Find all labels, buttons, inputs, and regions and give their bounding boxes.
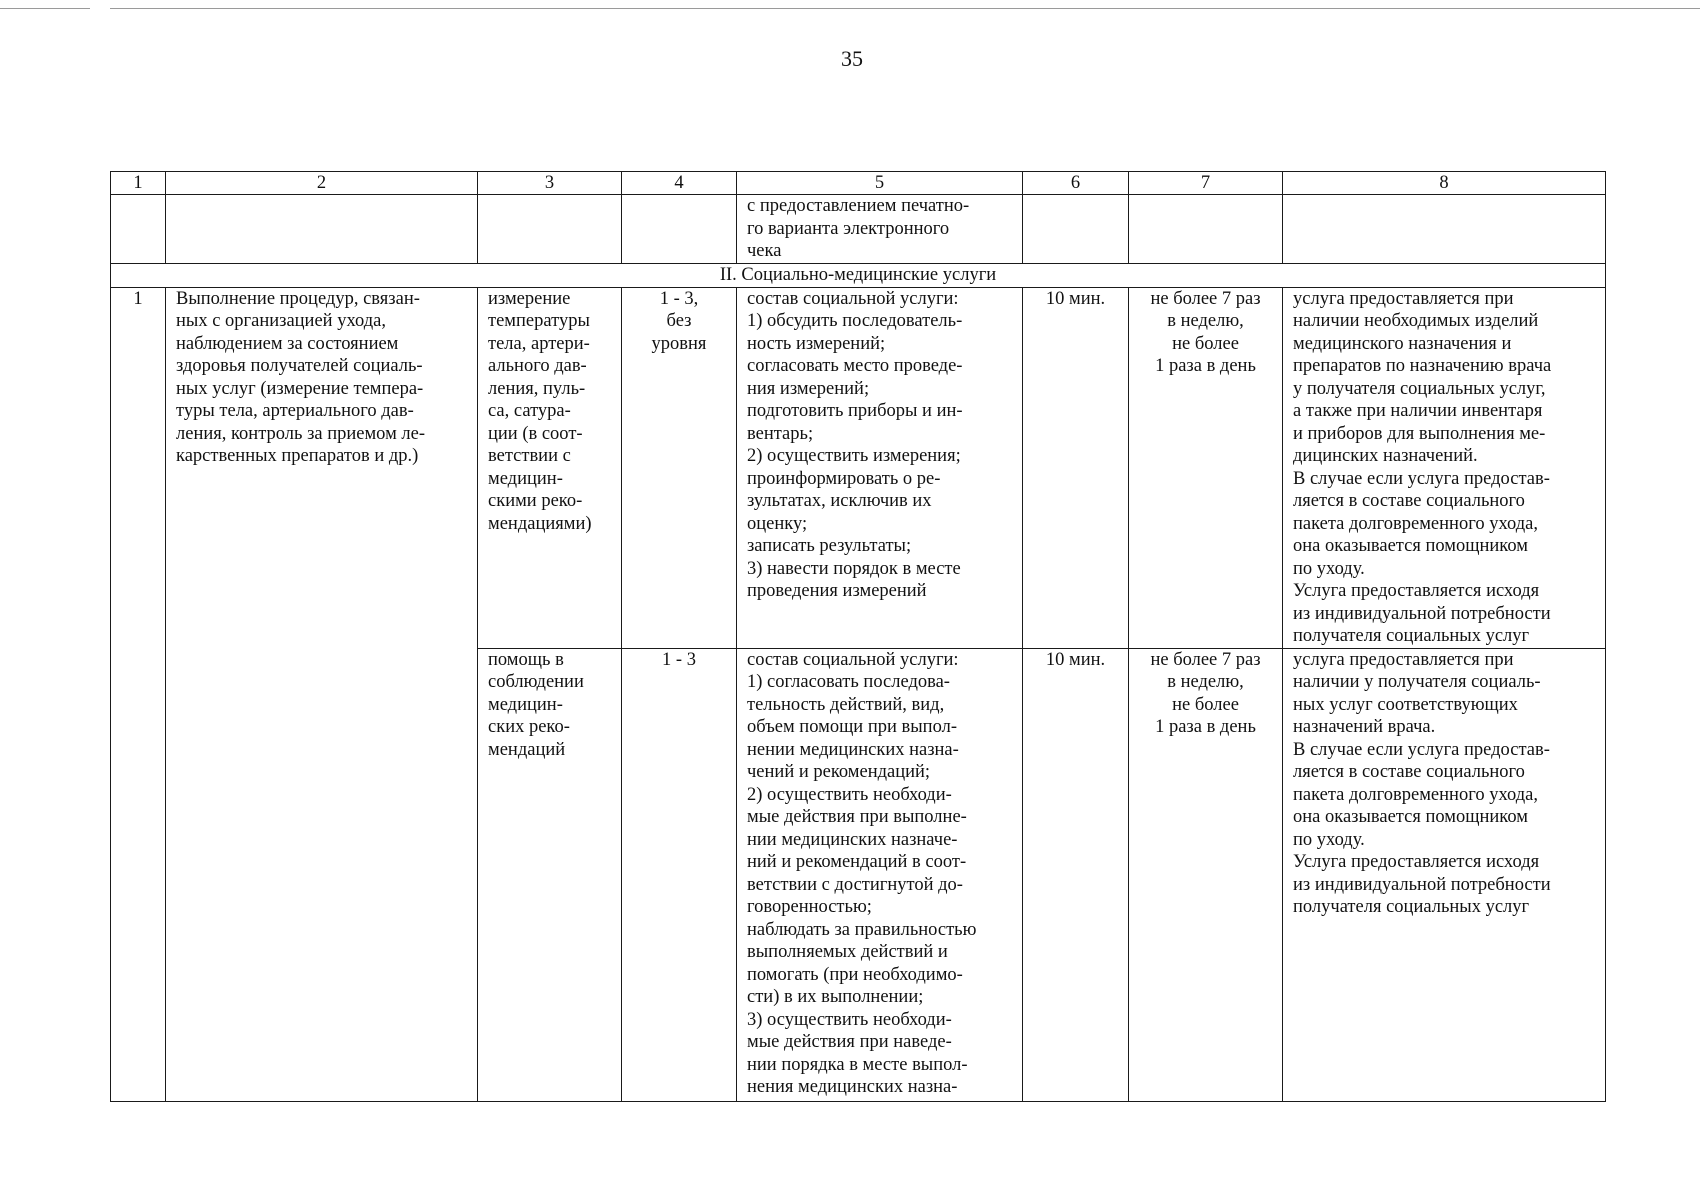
action-name: измерение температуры тела, артери- ального дав- ления, пуль- са, сатура- ции (в соот- ветствии с медицин- скими реко- мендациями) bbox=[478, 287, 622, 648]
page-number: 35 bbox=[841, 46, 863, 71]
row-number: 1 bbox=[111, 287, 166, 1101]
column-header: 6 bbox=[1023, 172, 1129, 195]
service-level: 1 - 3 bbox=[622, 648, 737, 1101]
column-header: 3 bbox=[478, 172, 622, 195]
service-time: 10 мин. bbox=[1023, 287, 1129, 648]
service-time: 10 мин. bbox=[1023, 648, 1129, 1101]
section-row bbox=[111, 263, 1606, 287]
table-row bbox=[111, 287, 1606, 648]
service-frequency: не более 7 раз в неделю, не более 1 раза в день bbox=[1129, 287, 1283, 648]
continuation-content: с предоставлением печатно- го варианта электронного чека bbox=[737, 195, 1023, 264]
column-header: 4 bbox=[622, 172, 737, 195]
action-name: помощь в соблюдении медицин- ских реко- мендаций bbox=[478, 648, 622, 1101]
services-table bbox=[110, 171, 1606, 1102]
continuation-row bbox=[111, 195, 1606, 264]
service-frequency: не более 7 раз в неделю, не более 1 раза в день bbox=[1129, 648, 1283, 1101]
column-header: 1 bbox=[111, 172, 166, 195]
service-content: состав социальной услуги: 1) согласовать последова- тельность действий, вид, объем помощи при выпол- нении медицинских назна- чений и рекомендаций; 2) осуществить необходи- мые действия при выполне- нии медицинских назначе- ний и рекомендаций в соот- ветствии с достигнутой до- говоренностью; наблюдать за правильностью выполняемых действий и помогать (при необходимо- сти) в их выполнении; 3) осуществить необходи- мые действия при наведе- нии порядка в месте выпол- нения медицинских назна- bbox=[737, 648, 1023, 1101]
column-header: 8 bbox=[1283, 172, 1606, 195]
section-title: II. Социально-медицинские услуги bbox=[111, 263, 1606, 287]
scan-edge-line bbox=[0, 8, 90, 9]
column-header: 2 bbox=[166, 172, 478, 195]
column-header: 5 bbox=[737, 172, 1023, 195]
scan-edge-line bbox=[110, 8, 1700, 9]
service-conditions: услуга предоставляется при наличии у получателя социаль- ных услуг соответствующих назначений врача. В случае если услуга предостав- ляется в составе социального пакета долговременного ухода, она оказывается помощником по уходу. Услуга предоставляется исходя из индивидуальной потребности получателя социальных услуг bbox=[1283, 648, 1606, 1101]
column-number-row bbox=[111, 172, 1606, 195]
service-level: 1 - 3, без уровня bbox=[622, 287, 737, 648]
column-header: 7 bbox=[1129, 172, 1283, 195]
service-name: Выполнение процедур, связан- ных с организацией ухода, наблюдением за состоянием здоровья получателей социаль- ных услуг (измерение темпера- туры тела, артериального дав- ления, контроль за приемом ле- карственных препаратов и др.) bbox=[166, 287, 478, 1101]
service-content: состав социальной услуги: 1) обсудить последователь- ность измерений; согласовать место проведе- ния измерений; подготовить приборы и ин- вентарь; 2) осуществить измерения; проинформировать о ре- зультатах, исключив их оценку; записать результаты; 3) навести порядок в месте проведения измерений bbox=[737, 287, 1023, 648]
service-conditions: услуга предоставляется при наличии необходимых изделий медицинского назначения и препаратов по назначению врача у получателя социальных услуг, а также при наличии инвентаря и приборов для выполнения ме- дицинских назначений. В случае если услуга предостав- ляется в составе социального пакета долговременного ухода, она оказывается помощником по уходу. Услуга предоставляется исходя из индивидуальной потребности получателя социальных услуг bbox=[1283, 287, 1606, 648]
